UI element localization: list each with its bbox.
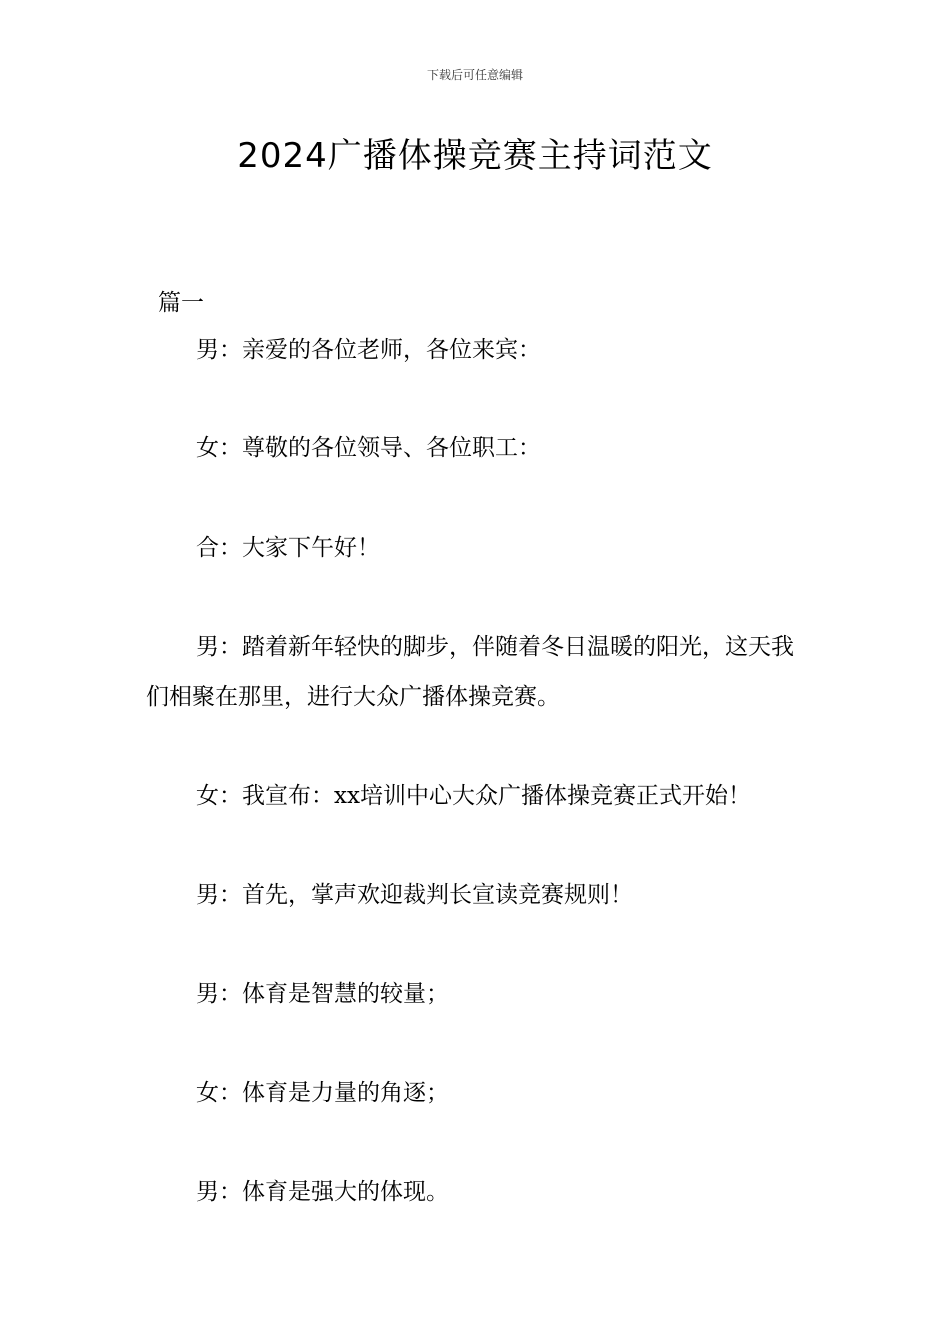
document-title: 2024广播体操竞赛主持词范文	[237, 136, 713, 176]
paragraph-1: 男：亲爱的各位老师，各位来宾：	[196, 337, 541, 363]
paragraph-5: 女：我宣布：xx培训中心大众广播体操竞赛正式开始！	[196, 783, 751, 809]
section-label: 篇一	[158, 290, 204, 316]
paragraph-7: 男：体育是智慧的较量；	[196, 981, 449, 1007]
paragraph-6: 男：首先，掌声欢迎裁判长宣读竞赛规则！	[196, 882, 633, 908]
paragraph-9: 男：体育是强大的体现。	[196, 1179, 449, 1205]
header-note: 下载后可任意编辑	[426, 68, 523, 82]
paragraph-8: 女：体育是力量的角逐；	[196, 1080, 449, 1106]
paragraph-3: 合：大家下午好！	[196, 535, 380, 561]
paragraph-2: 女：尊敬的各位领导、各位职工：	[196, 435, 541, 461]
paragraph-4: 男：踏着新年轻快的脚步，伴随着冬日温暖的阳光，这天我们相聚在那里，进行大众广播体操竞赛。	[146, 634, 794, 710]
